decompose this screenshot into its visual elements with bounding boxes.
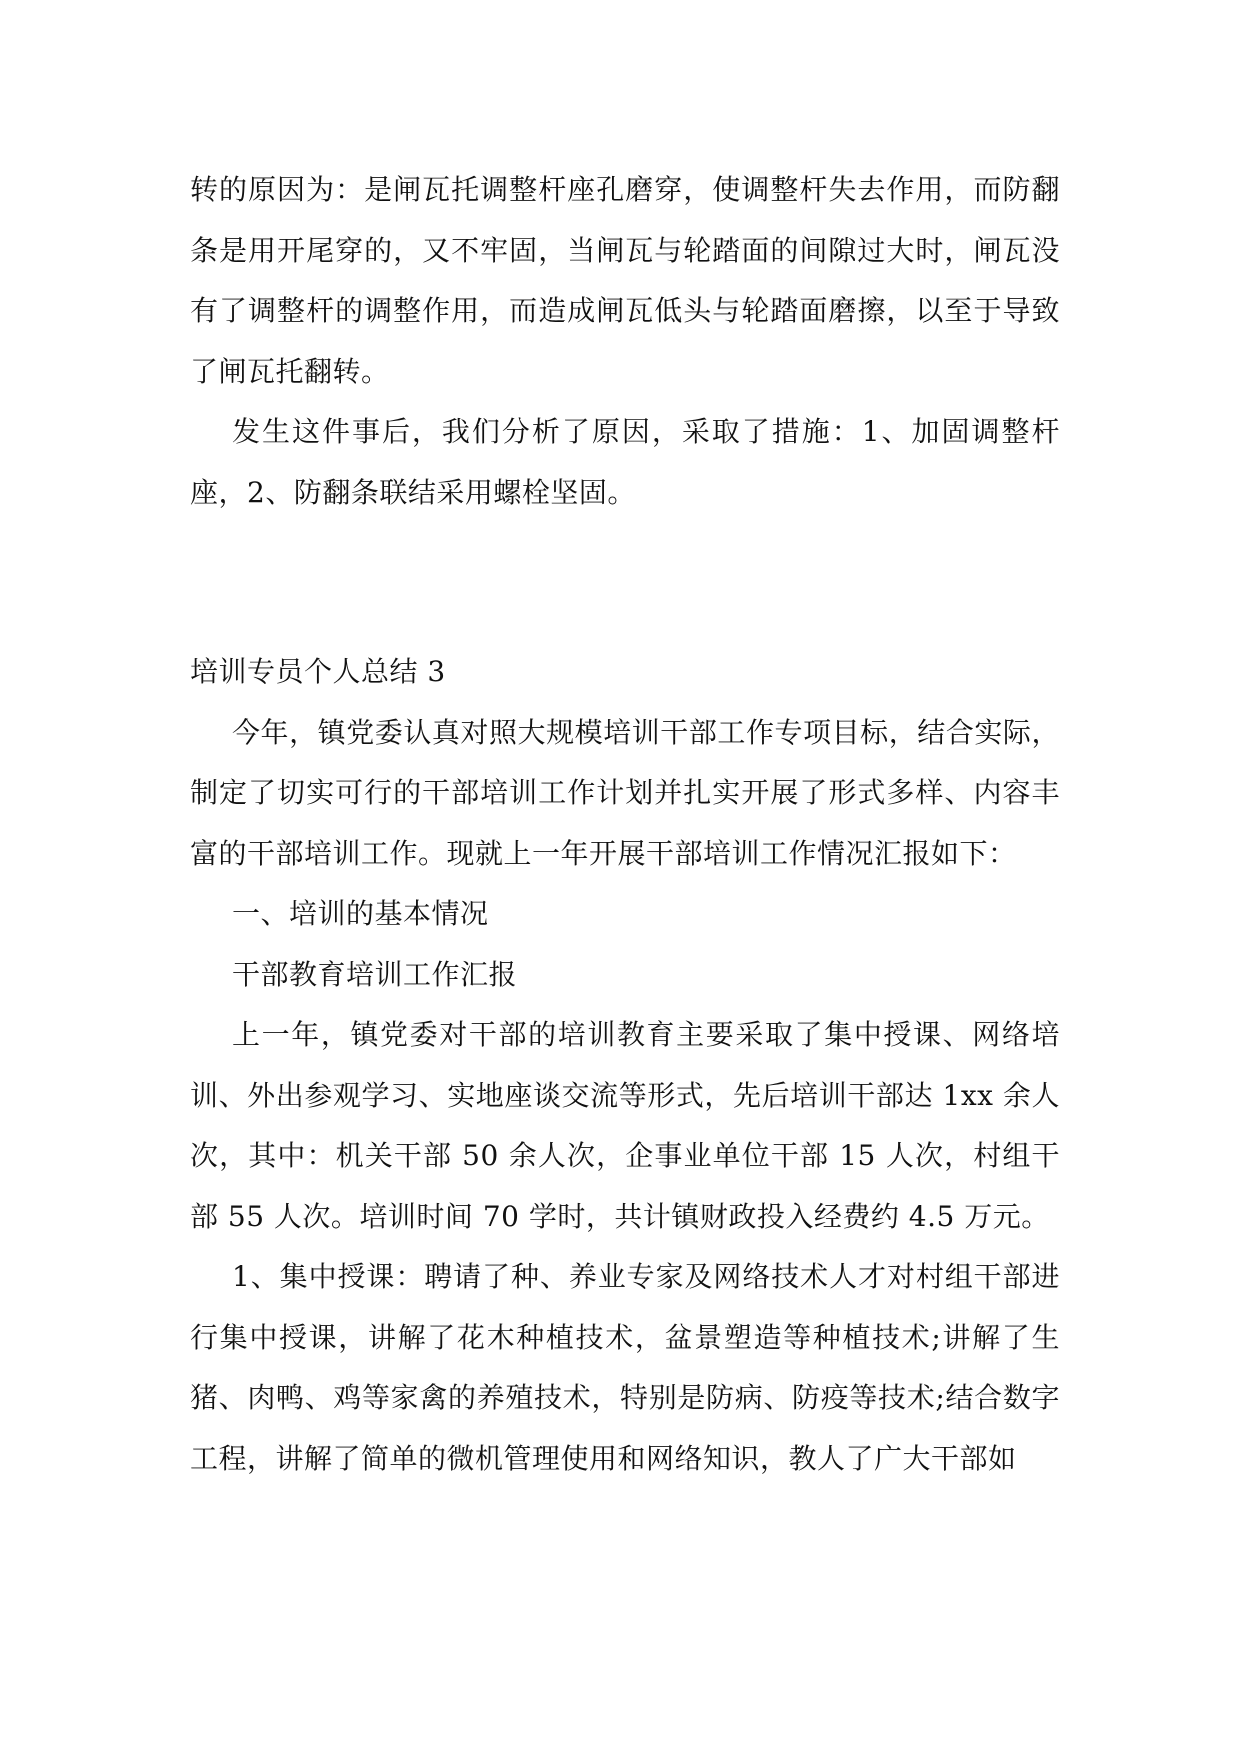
paragraph-intro: 今年，镇党委认真对照大规模培训干部工作专项目标，结合实际，制定了切实可行的干部培训工作计划并扎实开展了形式多样、内容丰富的干部培训工作。现就上一年开展干部培训工作情况汇报如下： xyxy=(190,715,1060,870)
paragraph-continued-cause: 转的原因为：是闸瓦托调整杆座孔磨穿，使调整杆失去作用，而防翻条是用开尾穿的，又不牢固，当闸瓦与轮踏面的间隙过大时，闸瓦没有了调整杆的调整作用，而造成闸瓦低头与轮踏面磨擦，以至于导致了闸瓦托翻转。 xyxy=(190,173,1060,388)
paragraph-training-summary: 上一年，镇党委对干部的培训教育主要采取了集中授课、网络培训、外出参观学习、实地座谈交流等形式，先后培训干部达 1xx 余人次，其中：机关干部 50 余人次，企事业单位干部 15 人次，村组干部 55 人次。培训时间 70 学时，共计镇财政投入经费约 4.5 万元。 xyxy=(190,1018,1060,1233)
paragraph-measures: 发生这件事后，我们分析了原因，采取了措施：1、加固调整杆座，2、防翻条联结采用螺栓坚固。 xyxy=(190,415,1060,509)
section-spacer xyxy=(190,523,1060,642)
heading-basic-situation: 一、培训的基本情况 xyxy=(232,897,489,930)
document-body xyxy=(190,160,1060,1489)
paragraph-centralized-lectures: 1、集中授课：聘请了种、养业专家及网络技术人才对村组干部进行集中授课，讲解了花木种植技术，盆景塑造等种植技术;讲解了生猪、肉鸭、鸡等家禽的养殖技术，特别是防病、防疫等技术;结合数字工程，讲解了简单的微机管理使用和网络知识，教人了广大干部如 xyxy=(190,1260,1060,1475)
heading-training-report: 干部教育培训工作汇报 xyxy=(232,957,518,991)
section-title: 培训专员个人总结 3 xyxy=(190,655,446,688)
